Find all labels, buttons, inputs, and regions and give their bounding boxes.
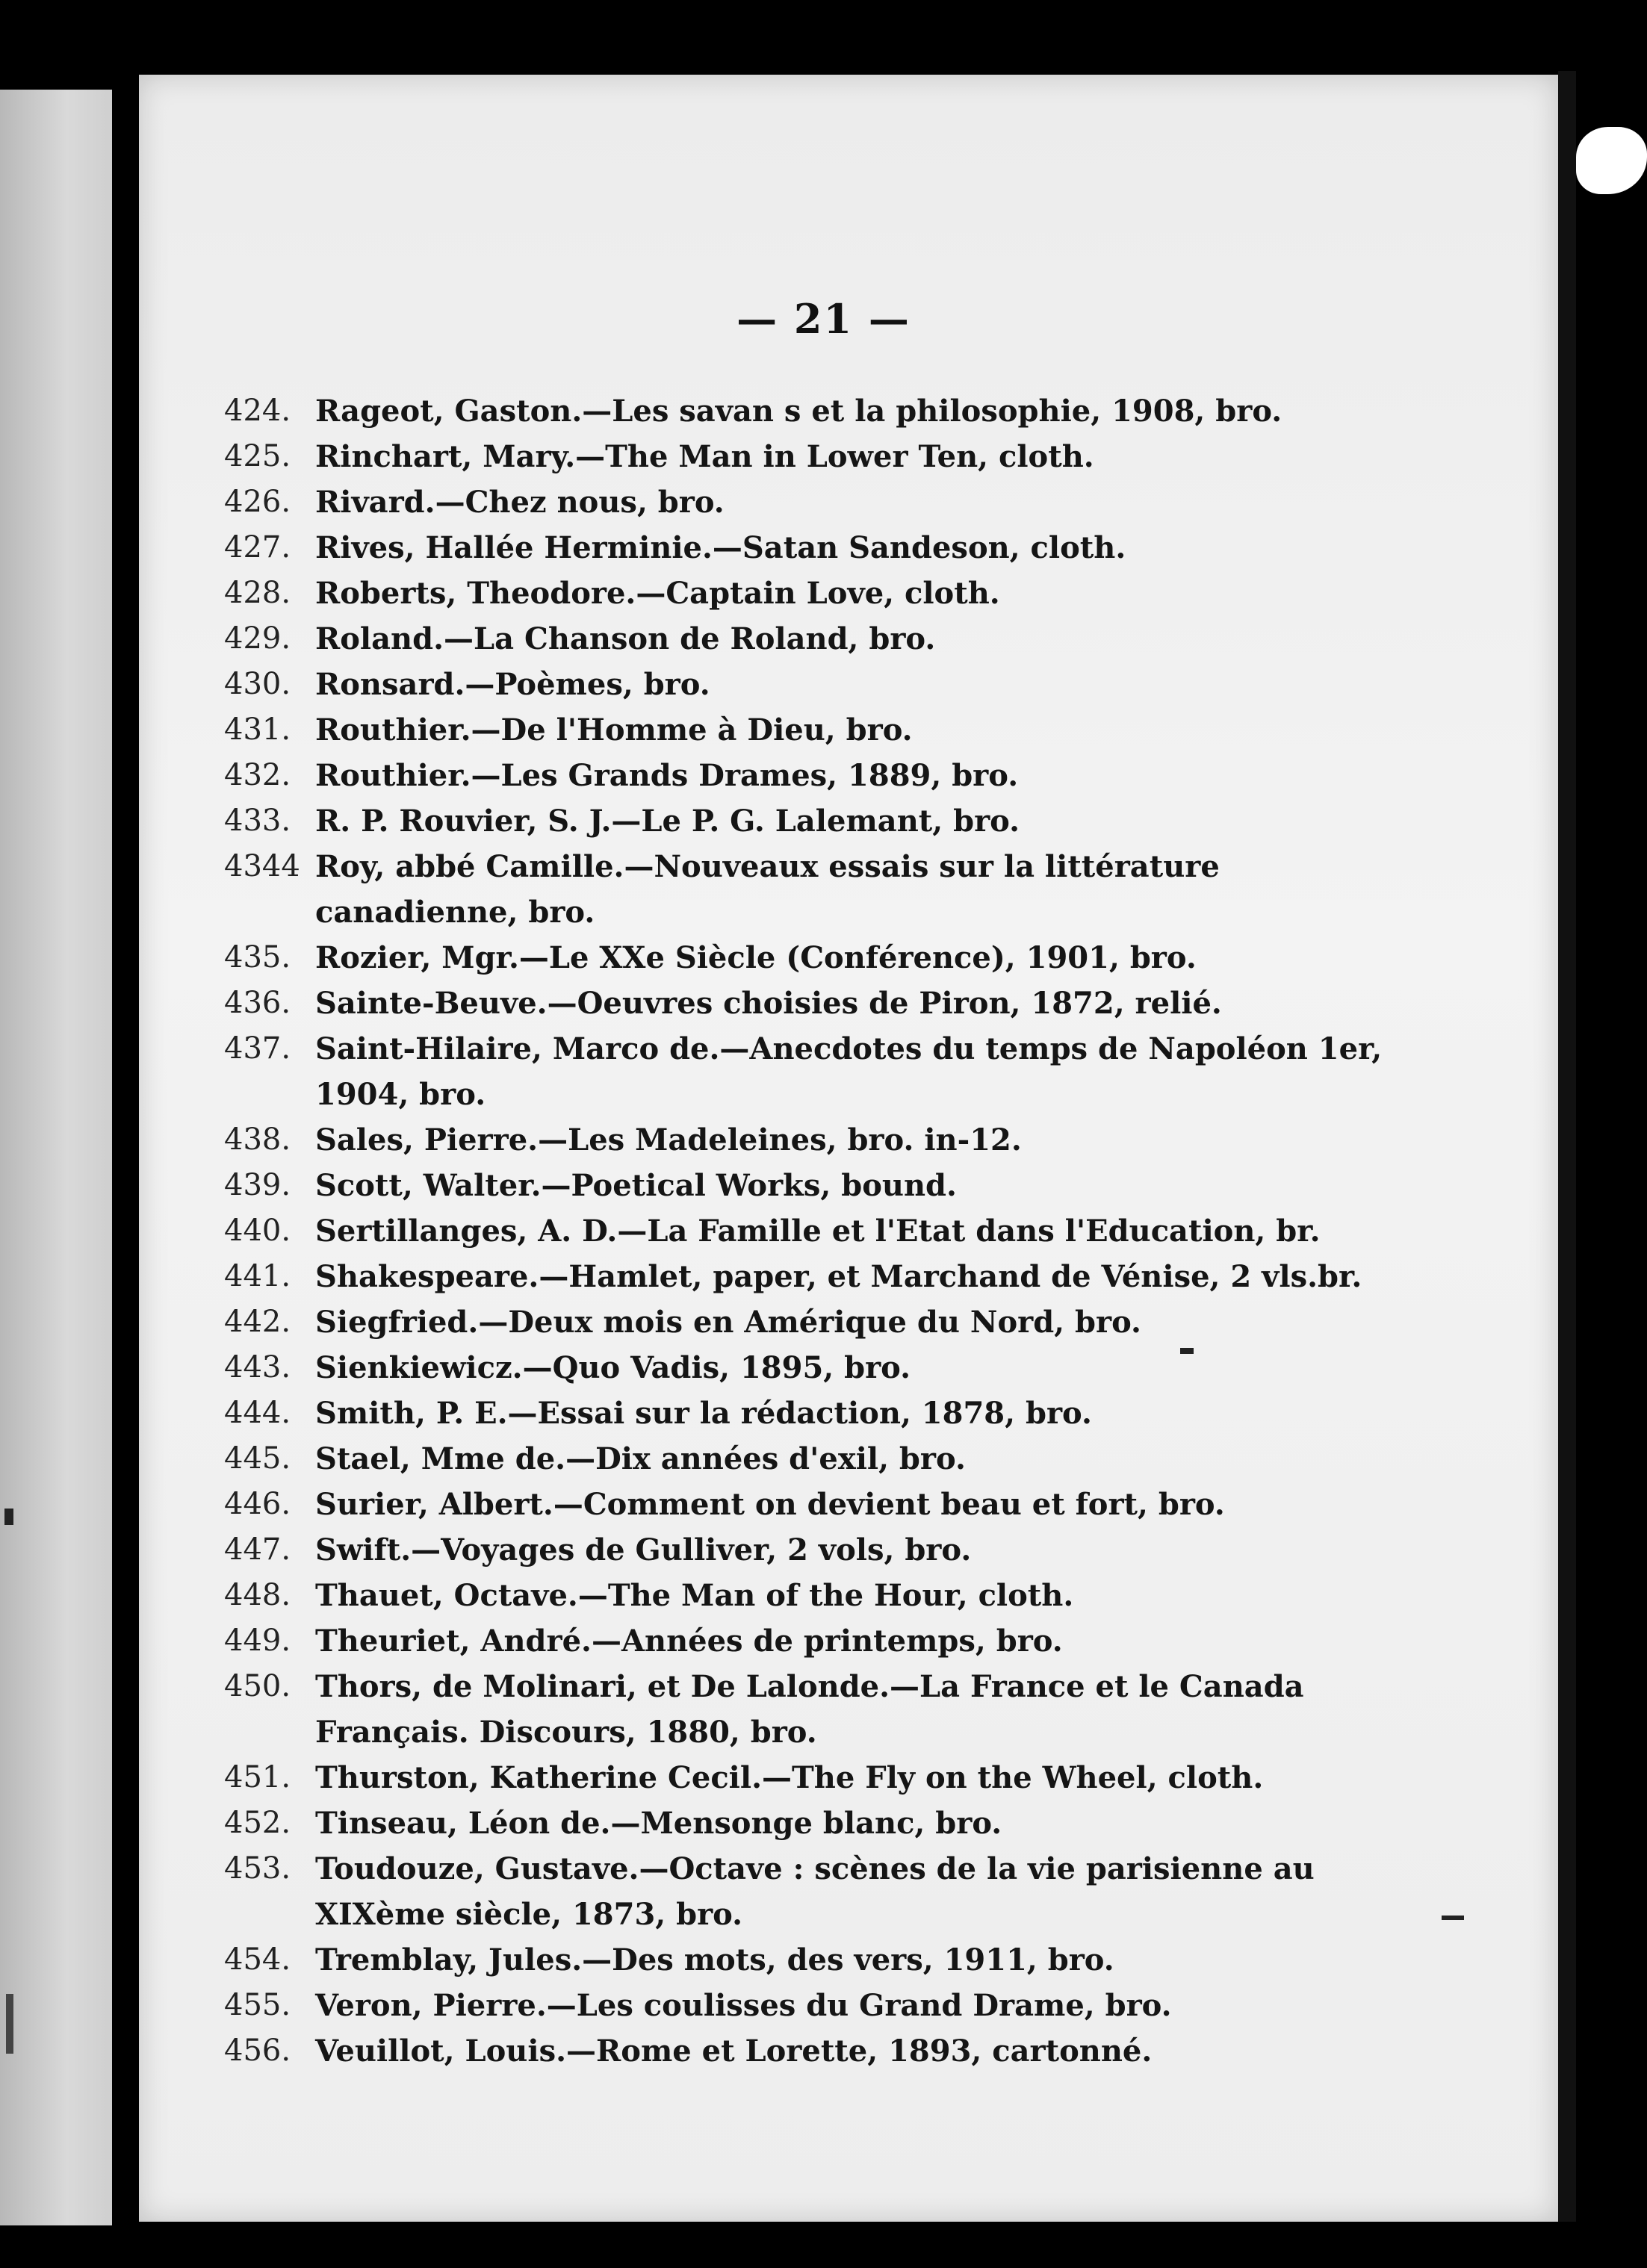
entry-number: 441. — [224, 1259, 291, 1293]
catalogue-entry — [224, 1163, 1389, 1208]
catalogue-entry — [224, 1664, 1389, 1755]
entry-number: 430. — [224, 667, 291, 701]
catalogue-entry — [224, 707, 1389, 753]
catalogue-entry — [224, 662, 1389, 707]
catalogue-entry — [224, 616, 1389, 662]
catalogue-entry — [224, 2028, 1389, 2074]
margin-mark — [6, 1994, 13, 2054]
catalogue-entry — [224, 1801, 1389, 1846]
entry-number: 448. — [224, 1578, 291, 1612]
entry-text: Ronsard.—Poèmes, bro. — [315, 667, 710, 702]
entry-text: Toudouze, Gustave.—Octave : scènes de la vie parisienne au XIXème siècle, 1873, bro. — [315, 1851, 1325, 1932]
entry-text: R. P. Rouvier, S. J.—Le P. G. Lalemant, bro. — [315, 804, 1020, 839]
entry-number: 438. — [224, 1122, 291, 1157]
entry-text: Siegfried.—Deux mois en Amérique du Nord, bro. — [315, 1305, 1141, 1340]
catalogue-entry — [224, 1618, 1389, 1664]
entry-number: 443. — [224, 1350, 291, 1385]
catalogue-entry — [224, 525, 1389, 571]
entry-number: 432. — [224, 758, 291, 792]
entry-text: Sienkiewicz.—Quo Vadis, 1895, bro. — [315, 1350, 911, 1385]
entry-text: Veuillot, Louis.—Rome et Lorette, 1893, cartonné. — [315, 2034, 1153, 2069]
catalogue-entry — [224, 1846, 1389, 1937]
catalogue-entry — [224, 798, 1389, 844]
entry-text: Roland.—La Chanson de Roland, bro. — [315, 621, 936, 656]
entry-text: Scott, Walter.—Poetical Works, bound. — [315, 1168, 957, 1203]
catalogue-entry — [224, 479, 1389, 525]
entry-text: Routhier.—De l'Homme à Dieu, bro. — [315, 712, 913, 748]
page-number: — 21 — — [736, 295, 911, 343]
entry-number: 452. — [224, 1806, 291, 1840]
entry-number: 455. — [224, 1988, 291, 2022]
entry-text: Thauet, Octave.—The Man of the Hour, cloth. — [315, 1578, 1074, 1613]
catalogue-entry-list — [224, 388, 1393, 2074]
adjacent-page-edge — [0, 90, 112, 2225]
entry-text: Theuriet, André.—Années de printemps, bro. — [315, 1624, 1063, 1659]
catalogue-entry — [224, 1436, 1389, 1482]
entry-number: 4344 — [224, 849, 300, 883]
entry-number: 449. — [224, 1624, 291, 1658]
entry-number: 427. — [224, 530, 291, 565]
entry-number: 450. — [224, 1669, 291, 1703]
entry-number: 444. — [224, 1396, 291, 1430]
entry-text: Tremblay, Jules.—Des mots, des vers, 1911, bro. — [315, 1942, 1114, 1977]
entry-text: Rozier, Mgr.—Le XXe Siècle (Conférence), 1901, bro. — [315, 940, 1197, 975]
entry-text: Rivard.—Chez nous, bro. — [315, 485, 725, 520]
catalogue-entry — [224, 844, 1389, 935]
catalogue-entry — [224, 1254, 1389, 1299]
entry-number: 447. — [224, 1532, 291, 1567]
catalogue-entry — [224, 1026, 1393, 1117]
entry-text: Sainte-Beuve.—Oeuvres choisies de Piron, 1872, relié. — [315, 986, 1222, 1021]
entry-text: Swift.—Voyages de Gulliver, 2 vols, bro. — [315, 1532, 972, 1568]
entry-text: Rinchart, Mary.—The Man in Lower Ten, cloth. — [315, 439, 1094, 474]
entry-text: Veron, Pierre.—Les coulisses du Grand Drame, bro. — [315, 1988, 1172, 2023]
catalogue-entry — [224, 1299, 1389, 1345]
entry-text: Rives, Hallée Herminie.—Satan Sandeson, cloth. — [315, 530, 1126, 565]
catalogue-entry — [224, 1573, 1389, 1618]
entry-text: Tinseau, Léon de.—Mensonge blanc, bro. — [315, 1806, 1002, 1841]
catalogue-entry — [224, 981, 1389, 1026]
page-gutter — [112, 67, 139, 2233]
catalogue-entry — [224, 1482, 1389, 1527]
entry-number: 435. — [224, 940, 291, 975]
catalogue-entry — [224, 1117, 1389, 1163]
catalogue-entry — [224, 1527, 1389, 1573]
entry-text: Roberts, Theodore.—Captain Love, cloth. — [315, 576, 1000, 611]
entry-text: Shakespeare.—Hamlet, paper, et Marchand de Vénise, 2 vls.br. — [315, 1259, 1362, 1294]
entry-number: 433. — [224, 804, 291, 838]
entry-number: 439. — [224, 1168, 291, 1202]
entry-text: Surier, Albert.—Comment on devient beau et fort, bro. — [315, 1487, 1225, 1522]
entry-text: Saint-Hilaire, Marco de.—Anecdotes du temps de Napoléon 1er, 1904, bro. — [315, 1031, 1393, 1112]
entry-number: 453. — [224, 1851, 291, 1886]
margin-mark — [1442, 1916, 1464, 1920]
entry-text: Thors, de Molinari, et De Lalonde.—La France et le Canada Français. Discours, 1880, bro. — [315, 1669, 1315, 1750]
entry-text: Routhier.—Les Grands Drames, 1889, bro. — [315, 758, 1019, 793]
entry-number: 454. — [224, 1942, 291, 1977]
entry-number: 451. — [224, 1760, 291, 1795]
entry-text: Smith, P. E.—Essai sur la rédaction, 1878, bro. — [315, 1396, 1092, 1431]
catalogue-entry — [224, 388, 1389, 434]
entry-text: Rageot, Gaston.—Les savan s et la philosophie, 1908, bro. — [315, 394, 1282, 429]
entry-text: Stael, Mme de.—Dix années d'exil, bro. — [315, 1441, 966, 1476]
catalogue-entry — [224, 1208, 1389, 1254]
entry-number: 426. — [224, 485, 291, 519]
entry-number: 425. — [224, 439, 291, 473]
entry-number: 442. — [224, 1305, 291, 1339]
catalogue-entry — [224, 1391, 1389, 1436]
entry-text: Thurston, Katherine Cecil.—The Fly on the Wheel, cloth. — [315, 1760, 1264, 1795]
entry-number: 429. — [224, 621, 291, 656]
catalogue-entry — [224, 1983, 1389, 2028]
entry-number: 446. — [224, 1487, 291, 1521]
entry-number: 428. — [224, 576, 291, 610]
catalogue-entry — [224, 935, 1389, 981]
entry-number: 436. — [224, 986, 291, 1020]
page-right-edge — [1558, 71, 1576, 2222]
catalogue-entry — [224, 753, 1389, 798]
catalogue-entry — [224, 571, 1389, 616]
catalogue-entry — [224, 1755, 1389, 1801]
entry-text: Sales, Pierre.—Les Madeleines, bro. in-12. — [315, 1122, 1022, 1158]
entry-number: 437. — [224, 1031, 291, 1066]
catalogue-entry — [224, 1345, 1389, 1391]
entry-number: 445. — [224, 1441, 291, 1476]
entry-number: 431. — [224, 712, 291, 747]
catalogue-entry — [224, 434, 1389, 479]
catalogue-entry — [224, 1937, 1389, 1983]
margin-mark — [4, 1509, 13, 1525]
entry-text: Roy, abbé Camille.—Nouveaux essais sur la littérature canadienne, bro. — [315, 849, 1230, 930]
entry-number: 440. — [224, 1214, 291, 1248]
entry-number: 424. — [224, 394, 291, 428]
entry-text: Sertillanges, A. D.—La Famille et l'Etat dans l'Education, br. — [315, 1214, 1321, 1249]
entry-number: 456. — [224, 2034, 291, 2068]
